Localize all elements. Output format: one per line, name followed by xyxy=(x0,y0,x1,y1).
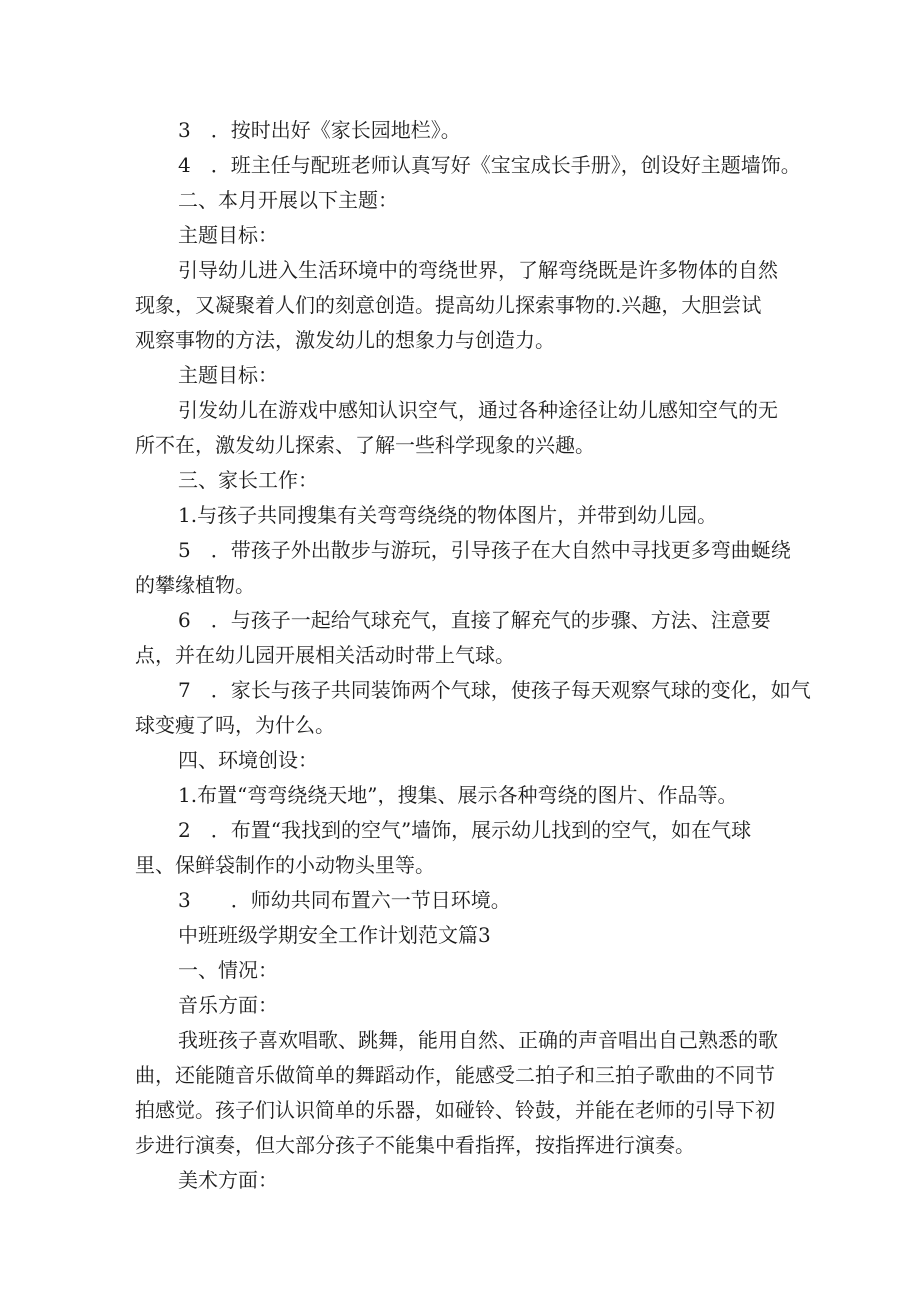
text-line: 1.布置“弯弯绕绕天地”，搜集、展示各种弯绕的图片、作品等。 xyxy=(178,783,738,807)
section-heading: 一、情况： xyxy=(178,958,278,982)
section-heading: 二、本月开展以下主题： xyxy=(178,188,398,212)
text-line: 2 ．布置“我找到的空气”墙饰，展示幼儿找到的空气，如在气球 xyxy=(178,818,752,842)
text-line: 里、保鲜袋制作的小动物头里等。 xyxy=(135,853,435,877)
text-line: 3 ．师幼共同布置六一节日环境。 xyxy=(178,888,511,912)
text-line: 曲，还能随音乐做简单的舞蹈动作，能感受二拍子和三拍子歌曲的不同节 xyxy=(135,1063,775,1087)
text-line: 引导幼儿进入生活环境中的弯绕世界，了解弯绕既是许多物体的自然 xyxy=(178,258,778,282)
text-line: 3 ．按时出好《家长园地栏》。 xyxy=(178,118,461,142)
text-line: 观察事物的方法，激发幼儿的想象力与创造力。 xyxy=(135,328,555,352)
text-line: 1.与孩子共同搜集有关弯弯绕绕的物体图片，并带到幼儿园。 xyxy=(178,503,718,527)
text-line: 拍感觉。孩子们认识简单的乐器，如碰铃、铃鼓，并能在老师的引导下初 xyxy=(135,1098,775,1122)
text-line: 我班孩子喜欢唱歌、跳舞，能用自然、正确的声音唱出自己熟悉的歌 xyxy=(178,1028,778,1052)
text-line: 6 ．与孩子一起给气球充气，直接了解充气的步骤、方法、注意要 xyxy=(178,608,771,632)
text-line: 步进行演奏，但大部分孩子不能集中看指挥，按指挥进行演奏。 xyxy=(135,1133,695,1157)
section-heading: 四、环境创设： xyxy=(178,748,318,772)
text-line: 现象，又凝聚着人们的刻意创造。提高幼儿探索事物的.兴趣，大胆尝试 xyxy=(135,293,762,317)
subheading: 音乐方面： xyxy=(178,993,278,1017)
text-line: 引发幼儿在游戏中感知认识空气，通过各种途径让幼儿感知空气的无 xyxy=(178,398,778,422)
subheading: 主题目标： xyxy=(178,223,278,247)
text-line: 4 ．班主任与配班老师认真写好《宝宝成长手册》，创设好主题墙饰。 xyxy=(178,153,801,177)
text-line: 5 ．带孩子外出散步与游玩，引导孩子在大自然中寻找更多弯曲蜒绕 xyxy=(178,538,791,562)
article-title: 中班班级学期安全工作计划范文篇3 xyxy=(178,923,491,947)
text-line: 7 ．家长与孩子共同装饰两个气球，使孩子每天观察气球的变化，如气 xyxy=(178,678,811,702)
text-line: 所不在，激发幼儿探索、了解一些科学现象的兴趣。 xyxy=(135,433,595,457)
text-line: 的攀缘植物。 xyxy=(135,573,255,597)
text-line: 点，并在幼儿园开展相关活动时带上气球。 xyxy=(135,643,515,667)
text-line: 球变瘦了吗，为什么。 xyxy=(135,713,335,737)
subheading: 美术方面： xyxy=(178,1168,278,1192)
section-heading: 三、家长工作： xyxy=(178,468,318,492)
subheading: 主题目标： xyxy=(178,363,278,387)
